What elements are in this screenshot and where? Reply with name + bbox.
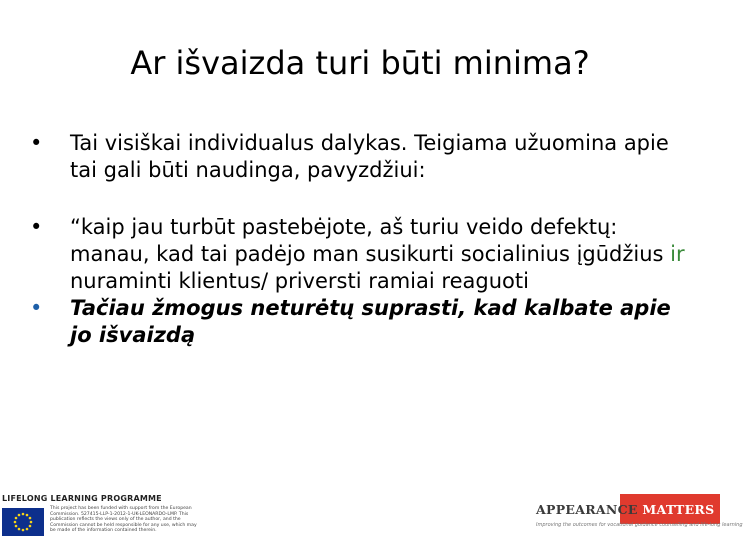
bullet-item-1 — [28, 130, 698, 184]
logo-word-appearance: APPEARANCE — [536, 502, 638, 517]
bullet-text-2-start: “kaip jau turbūt pastebėjote, aš turiu veido defektų: manau, kad tai padėjo man susikurti socialinius įgūdžius — [70, 215, 671, 266]
slide-title: Ar išvaizda turi būti minima? — [130, 44, 590, 82]
bullet-text-2-end: nuraminti klientus/ priversti ramiai reaguoti — [70, 269, 529, 293]
bullet-text-3: Tačiau žmogus neturėtų suprasti, kad kalbate apie jo išvaizdą — [70, 296, 671, 347]
llp-logo-title: LIFELONG LEARNING PROGRAMME — [2, 494, 162, 503]
llp-fine-print: This project has been funded with support from the European Commission. 527415-LLP-1-2012-1-UK-LEONARDO-LMP. This publication reflects the views only of the author, and the Commission cannot be held responsible for any use, which may be made of the information contained therein. — [50, 506, 197, 533]
eu-flag-icon — [2, 508, 44, 536]
logo-wordmark — [536, 502, 714, 517]
bullet-item-2 — [28, 214, 698, 295]
bullet-icon: • — [30, 215, 43, 239]
logo-word-matters: MATTERS — [642, 502, 715, 517]
highlighted-word: ir — [670, 242, 685, 266]
lifelong-learning-logo — [0, 494, 200, 540]
logo-tagline: Improving the outcomes for vocational guidance counselling and life-long learning — [536, 522, 743, 528]
appearance-matters-logo — [530, 494, 743, 540]
eu-stars-icon — [2, 508, 44, 536]
bullet-list — [28, 130, 698, 349]
bullet-icon: • — [30, 131, 43, 155]
bullet-text-1: Tai visiškai individualus dalykas. Teigiama užuomina apie tai gali būti naudinga, pavyzdžiui: — [70, 131, 669, 182]
bullet-icon: • — [30, 296, 43, 320]
bullet-item-3 — [28, 295, 698, 349]
